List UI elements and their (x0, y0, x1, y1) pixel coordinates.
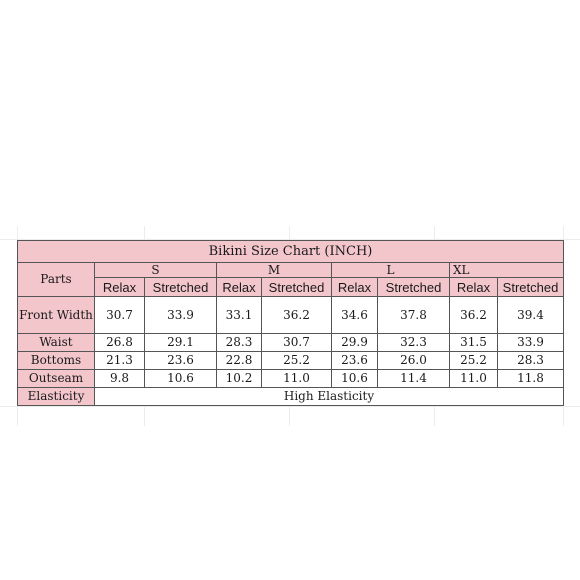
table-cell: 23.6 (332, 352, 378, 370)
table-cell: 39.4 (498, 297, 564, 334)
table-cell: 31.5 (450, 334, 498, 352)
sub-header-stretched: Stretched (262, 278, 332, 297)
row-label-outseam: Outseam (18, 370, 95, 388)
table-cell: 10.2 (217, 370, 262, 388)
table-cell: 11.0 (450, 370, 498, 388)
table-cell: 30.7 (262, 334, 332, 352)
table-cell: 10.6 (145, 370, 217, 388)
sub-header-relax: Relax (450, 278, 498, 297)
table-cell: 28.3 (217, 334, 262, 352)
table-cell: 21.3 (95, 352, 145, 370)
background-gridline (289, 406, 290, 426)
row-label-front-width: Front Width (18, 297, 95, 334)
table-row-elasticity (18, 388, 564, 406)
background-gridline (144, 226, 145, 240)
parts-header: Parts (18, 263, 95, 297)
table-cell: 11.8 (498, 370, 564, 388)
row-label-waist: Waist (18, 334, 95, 352)
row-label-elasticity: Elasticity (18, 388, 95, 406)
table-row-front-width (18, 297, 564, 334)
table-cell: 37.8 (378, 297, 450, 334)
table-cell: 26.0 (378, 352, 450, 370)
size-header-xl: XL (450, 263, 564, 278)
background-gridline (289, 226, 290, 240)
table-cell: 11.4 (378, 370, 450, 388)
table-cell: 29.1 (145, 334, 217, 352)
sub-header-stretched: Stretched (498, 278, 564, 297)
table-cell: 22.8 (217, 352, 262, 370)
table-cell: 33.9 (145, 297, 217, 334)
table-cell: 36.2 (262, 297, 332, 334)
background-gridline (434, 226, 435, 240)
row-label-bottoms: Bottoms (18, 352, 95, 370)
sub-header-relax: Relax (217, 278, 262, 297)
table-cell: 28.3 (498, 352, 564, 370)
table-cell: 36.2 (450, 297, 498, 334)
chart-title: Bikini Size Chart (INCH) (18, 241, 564, 263)
sub-header-relax: Relax (332, 278, 378, 297)
sub-header-stretched: Stretched (145, 278, 217, 297)
table-cell: 32.3 (378, 334, 450, 352)
table-cell: 9.8 (95, 370, 145, 388)
table-row-waist (18, 334, 564, 352)
background-gridline (144, 406, 145, 426)
size-header-s: S (95, 263, 217, 278)
table-cell: 26.8 (95, 334, 145, 352)
sub-header-stretched: Stretched (378, 278, 450, 297)
table-cell: 25.2 (262, 352, 332, 370)
table-cell: 29.9 (332, 334, 378, 352)
table-cell: 25.2 (450, 352, 498, 370)
sub-header-relax: Relax (95, 278, 145, 297)
table-cell: 33.1 (217, 297, 262, 334)
table-cell: 10.6 (332, 370, 378, 388)
table-cell: 33.9 (498, 334, 564, 352)
background-gridline (434, 406, 435, 426)
bikini-size-chart-table (17, 240, 564, 406)
table-cell: 30.7 (95, 297, 145, 334)
table-cell: 23.6 (145, 352, 217, 370)
background-gridline (0, 406, 580, 407)
size-header-l: L (332, 263, 450, 278)
elasticity-value: High Elasticity (95, 388, 564, 406)
table-row-outseam (18, 370, 564, 388)
table-row-bottoms (18, 352, 564, 370)
table-cell: 34.6 (332, 297, 378, 334)
table-cell: 11.0 (262, 370, 332, 388)
size-header-m: M (217, 263, 332, 278)
